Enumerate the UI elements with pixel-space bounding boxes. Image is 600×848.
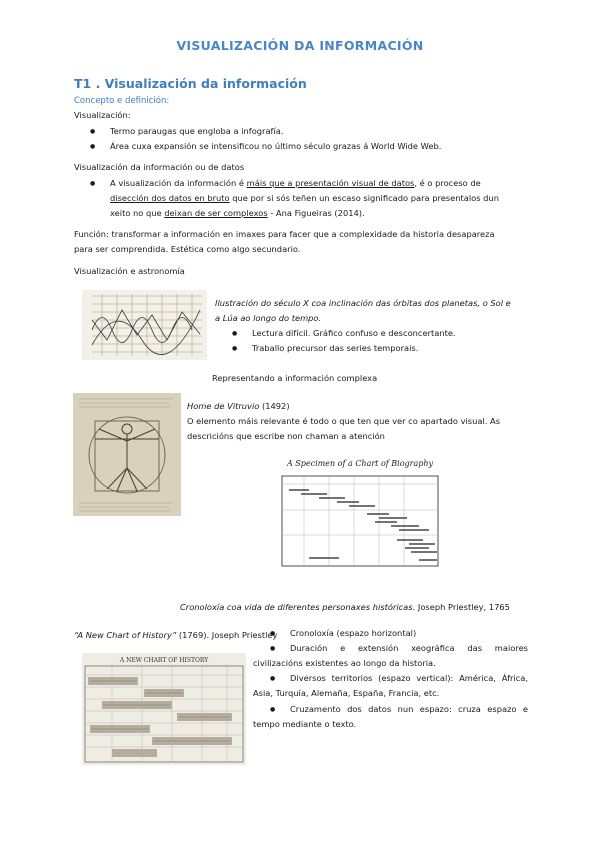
bullet-item: ● Lectura difícil. Gráfico confuso e desconcertante. xyxy=(252,326,456,342)
subsection-heading: Concepto e definición: xyxy=(74,96,170,106)
funcion-line: para ser comprendida. Estética como algo secundario. xyxy=(74,244,301,254)
text-run: xeito no que xyxy=(110,208,165,218)
visualizacion-datos-label: Visualización da información ou de datos xyxy=(74,162,245,172)
funcion-line: Función: transformar a información en imaxes para facer que a complexidade da historia desapareza xyxy=(74,229,495,239)
paragraph-line xyxy=(110,191,499,207)
underlined-text: disección dos datos en bruto xyxy=(110,193,230,203)
new-chart-of-history-image xyxy=(82,653,246,765)
bullet-item: ● Diversos territorios (espazo vertical): América, África, xyxy=(290,671,528,687)
section-heading: T1 . Visualización da información xyxy=(74,76,307,91)
vitruvian-man-image xyxy=(73,393,181,516)
astronomy-chart-image xyxy=(82,290,207,360)
astronomia-label: Visualización e astronomía xyxy=(74,266,185,276)
visualizacion-label: Visualización: xyxy=(74,110,131,120)
italic-text: Home de Vitruvio xyxy=(187,401,260,411)
svg-text:·: · xyxy=(84,343,86,348)
underlined-text: máis que a presentación visual de datos xyxy=(246,178,415,188)
chart-of-biography-title: A Specimen of a Chart of Biography xyxy=(286,459,434,468)
italic-text: Cronoloxía coa vida de diferentes personaxes históricas xyxy=(180,602,413,612)
svg-text:·: · xyxy=(84,327,86,332)
bullet-item: ● Duración e extensión xeográfica das maiores xyxy=(290,641,528,657)
text-run: que por si sós teñen un escaso significado para presentalos dun xyxy=(229,193,499,203)
vitruvio-text: descricións que escribe non chaman a atención xyxy=(187,431,385,441)
text-run: (1769). Joseph Priestley xyxy=(176,630,278,640)
bullet-item: ● Termo paraugas que engloba a infografía. xyxy=(110,124,284,140)
bullet-item: ● Traballo precursor das series temporais. xyxy=(252,341,418,357)
text-run: A visualización da información é xyxy=(110,178,247,188)
new-chart-heading xyxy=(74,628,277,644)
underlined-text: deixan de ser complexos xyxy=(164,208,268,218)
vitruvio-title-line xyxy=(187,399,290,415)
svg-text:·: · xyxy=(84,311,86,316)
text-run: (1492) xyxy=(259,401,290,411)
paragraph-line: civilizacións existentes ao longo da historia. xyxy=(253,658,436,668)
complexa-heading: Representando a información complexa xyxy=(212,373,378,383)
bullet-item: ● Cruzamento dos datos nun espazo: cruza espazo e xyxy=(290,702,528,718)
svg-text:·: · xyxy=(84,295,86,300)
vitruvio-text: O elemento máis relevante é todo o que ten que ver co apartado visual. As xyxy=(187,416,501,426)
astronomy-caption: a Lúa ao longo do tempo. xyxy=(215,313,322,323)
italic-text: “A New Chart of History” xyxy=(74,630,177,640)
chart-of-biography-image xyxy=(279,450,441,572)
text-run: , é o proceso de xyxy=(414,178,481,188)
astronomy-caption: Ilustración do século X coa inclinación das órbitas dos planetas, o Sol e xyxy=(215,298,511,308)
text-run: - Ana Figueiras (2014). xyxy=(267,208,365,218)
biography-caption xyxy=(180,600,510,616)
bullet-item: ● Área cuxa expansión se intensificou no último século grazas á World Wide Web. xyxy=(110,139,441,155)
text-run: . Joseph Priestley, 1765 xyxy=(412,602,510,612)
bullet-item xyxy=(110,176,528,192)
page-title: VISUALIZACIÓN DA INFORMACIÓN xyxy=(176,38,424,53)
paragraph-line: tempo mediante o texto. xyxy=(253,719,357,729)
new-chart-of-history-title: A NEW CHART OF HISTORY xyxy=(119,657,209,664)
bullet-item: ● Cronoloxía (espazo horizontal) xyxy=(290,626,416,642)
paragraph-line: Asia, Turquía, Alemaña, España, Francia, etc. xyxy=(253,688,440,698)
paragraph-line xyxy=(110,206,365,222)
